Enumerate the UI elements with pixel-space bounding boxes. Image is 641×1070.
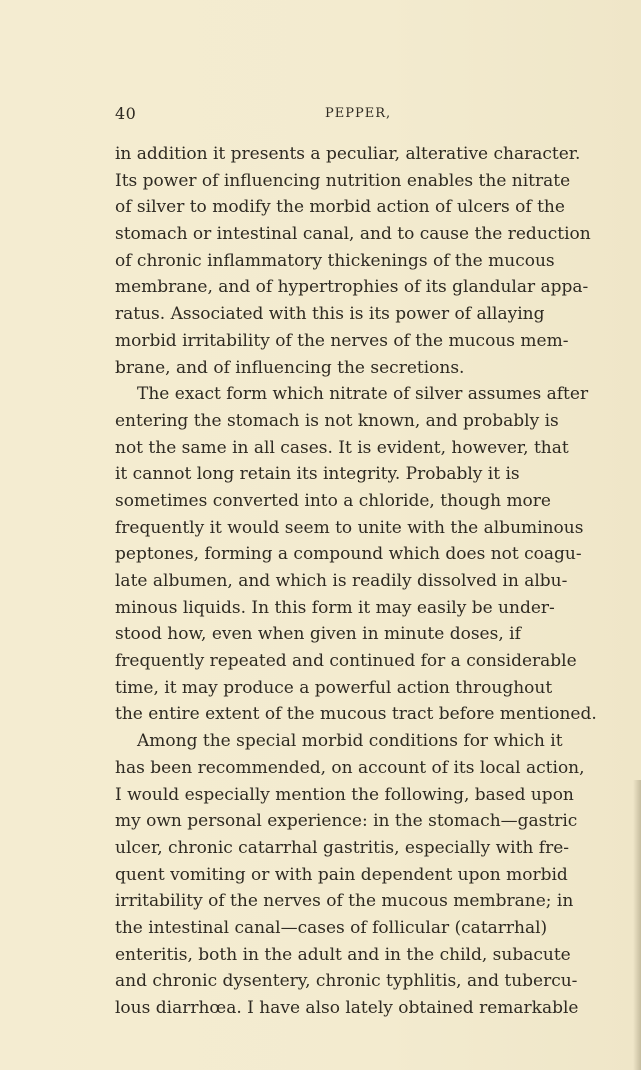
text-line: sometimes converted into a chloride, though more: [115, 490, 551, 511]
text-line: I would especially mention the following, based upon: [115, 784, 574, 805]
text-line: stood how, even when given in minute doses, if: [115, 624, 521, 645]
text-line: of silver to modify the morbid action of ulcers of the: [115, 197, 565, 218]
text-line: of chronic inflammatory thickenings of the mucous: [115, 250, 555, 271]
text-line: irritability of the nerves of the mucous membrane; in: [115, 891, 574, 912]
text-line: frequently it would seem to unite with the albuminous: [115, 517, 584, 538]
page-header: [115, 104, 545, 124]
text-line: has been recommended, on account of its local action,: [115, 757, 585, 778]
text-line: it cannot long retain its integrity. Probably it is: [115, 464, 520, 485]
text-line: enteritis, both in the adult and in the child, subacute: [115, 944, 571, 965]
text-line: lous diarrhœa. I have also lately obtained remarkable: [115, 998, 579, 1018]
text-line: ulcer, chronic catarrhal gastritis, especially with fre-: [115, 837, 570, 858]
text-line: The exact form which nitrate of silver assumes after: [137, 384, 589, 405]
text-line: quent vomiting or with pain dependent upon morbid: [115, 864, 568, 885]
text-line: brane, and of influencing the secretions.: [115, 357, 465, 378]
text-line: morbid irritability of the nerves of the mucous mem-: [115, 330, 569, 351]
text-line: membrane, and of hypertrophies of its glandular appa-: [115, 277, 589, 298]
body-text: [115, 141, 625, 1022]
text-line: the intestinal canal—cases of follicular (catarrhal): [115, 917, 548, 938]
text-line: Among the special morbid conditions for which it: [137, 731, 563, 752]
text-line: peptones, forming a compound which does not coagu-: [115, 544, 582, 565]
text-line: not the same in all cases. It is evident, however, that: [115, 437, 569, 458]
text-line: frequently repeated and continued for a considerable: [115, 651, 577, 672]
text-line: minous liquids. In this form it may easily be under-: [115, 597, 555, 618]
text-line: the entire extent of the mucous tract before mentioned.: [115, 704, 597, 725]
text-line: Its power of influencing nutrition enables the nitrate: [115, 170, 571, 191]
text-line: in addition it presents a peculiar, alterative character.: [115, 144, 581, 164]
text-line: stomach or intestinal canal, and to cause the reduction: [115, 224, 591, 245]
page-number: 40: [115, 104, 137, 123]
text-line: late albumen, and which is readily dissolved in albu-: [115, 571, 568, 591]
text-line: my own personal experience: in the stomach—gastric: [115, 811, 578, 832]
page-edge-shadow: [633, 780, 641, 1070]
running-head: PEPPER,: [325, 106, 392, 121]
text-line: ratus. Associated with this is its power of allaying: [115, 304, 545, 325]
text-line: and chronic dysentery, chronic typhlitis, and tubercu-: [115, 971, 578, 992]
text-line: entering the stomach is not known, and probably is: [115, 410, 559, 431]
text-line: time, it may produce a powerful action throughout: [115, 677, 553, 698]
